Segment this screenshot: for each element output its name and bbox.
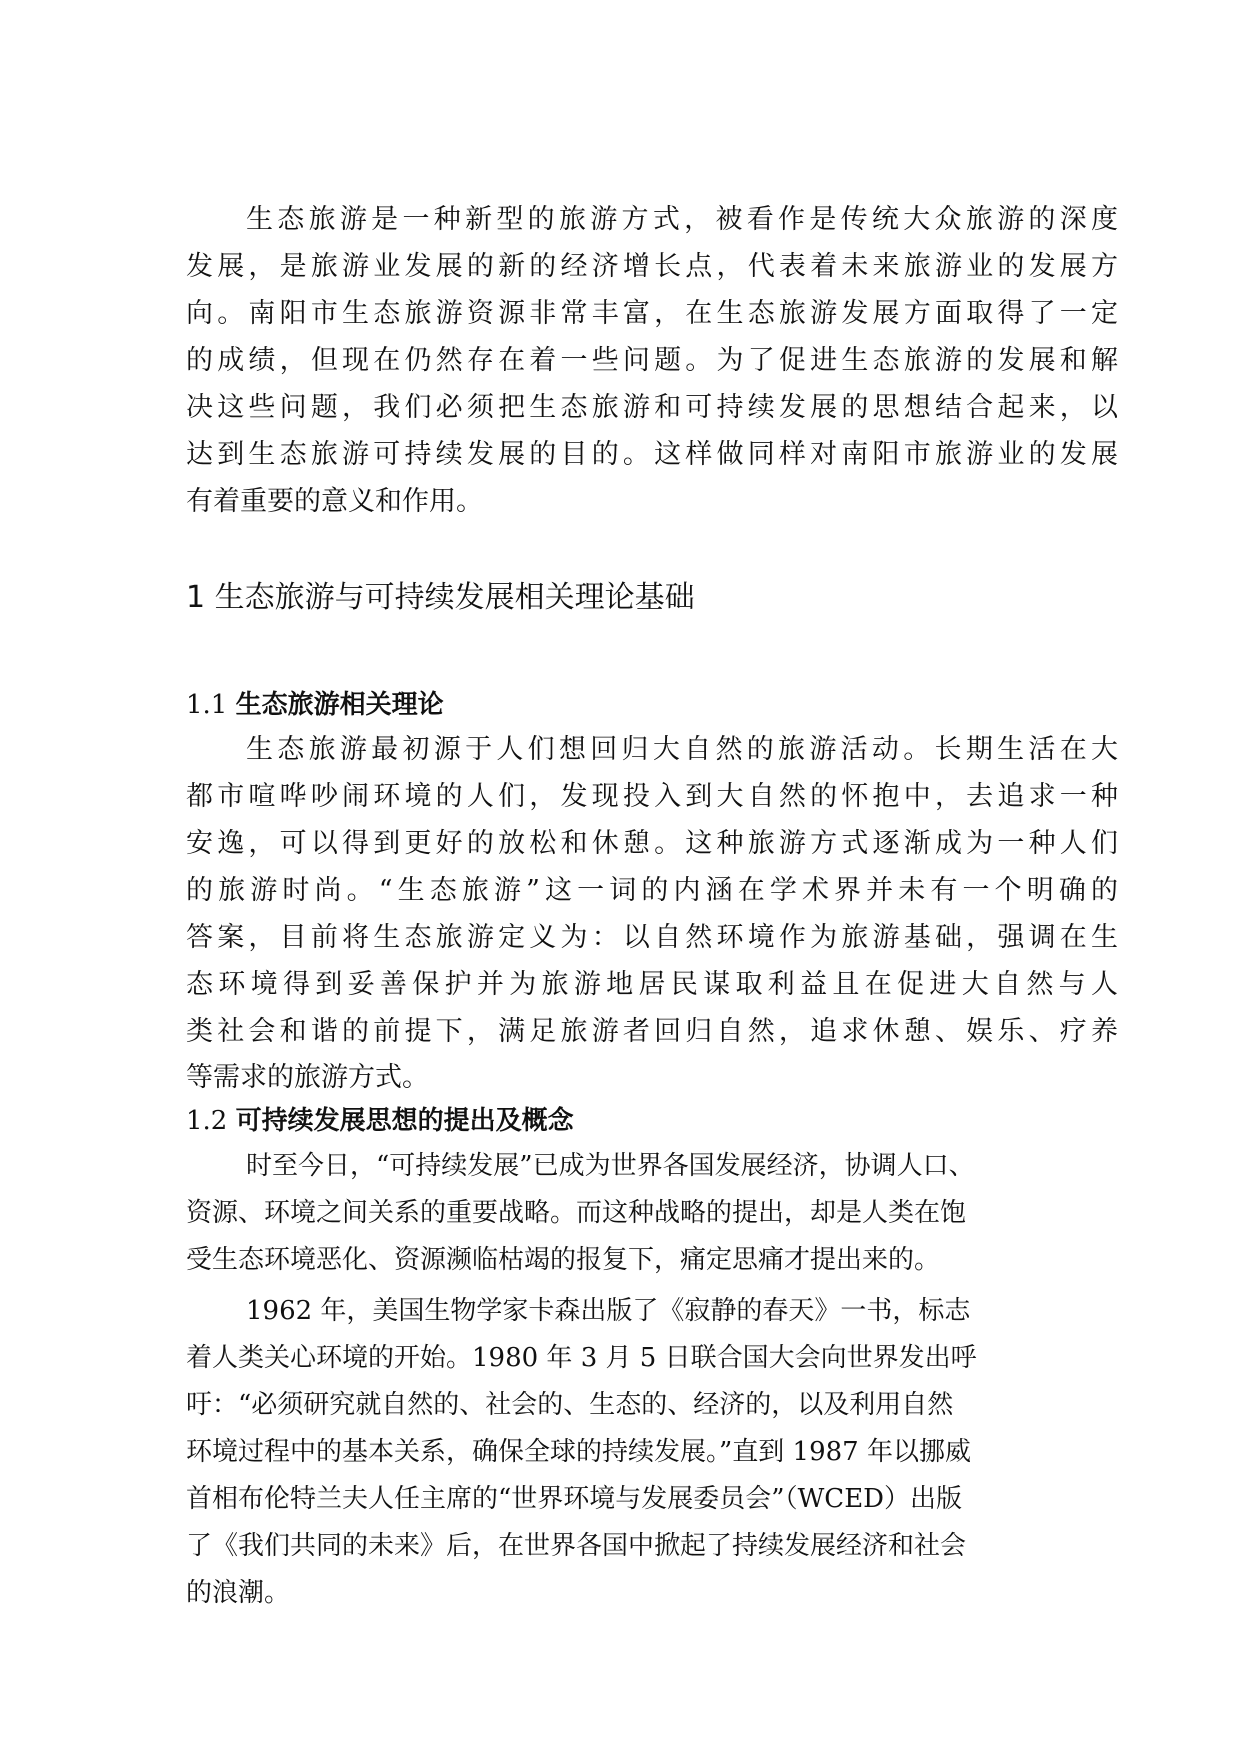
intro-line: 有着重要的意义和作用。: [186, 486, 483, 517]
intro-line: 生态旅游是一种新型的旅游方式，被看作是传统大众旅游的深度: [246, 204, 1118, 235]
intro-line: 决这些问题，我们必须把生态旅游和可持续发展的思想结合起来，以: [186, 392, 1118, 423]
paragraph-line: 时至今日，“可持续发展”已成为世界各国发展经济，协调人口、: [246, 1151, 975, 1181]
intro-line: 达到生态旅游可持续发展的目的。这样做同样对南阳市旅游业的发展: [186, 439, 1118, 470]
chapter-heading: 1 生态旅游与可持续发展相关理论基础: [186, 580, 695, 615]
section-title: 可持续发展思想的提出及概念: [235, 1106, 574, 1136]
intro-line: 发展，是旅游业发展的新的经济增长点，代表着未来旅游业的发展方: [186, 251, 1118, 282]
section-number: 1.2: [186, 1106, 228, 1136]
paragraph-line: 1962 年，美国生物学家卡森出版了《寂静的春天》一书，标志: [246, 1296, 971, 1326]
paragraph-line: 安逸，可以得到更好的放松和休憩。这种旅游方式逐渐成为一种人们: [186, 828, 1118, 859]
paragraph-line: 吁：“必须研究就自然的、社会的、生态的、经济的，以及利用自然: [186, 1390, 954, 1420]
paragraph-line: 环境过程中的基本关系，确保全球的持续发展。”直到 1987 年以挪威: [186, 1437, 971, 1467]
paragraph-line: 的浪潮。: [186, 1578, 291, 1608]
paragraph-line: 生态旅游最初源于人们想回归大自然的旅游活动。长期生活在大: [246, 734, 1118, 765]
paragraph-line: 等需求的旅游方式。: [186, 1062, 429, 1093]
paragraph-line: 资源、环境之间关系的重要战略。而这种战略的提出，却是人类在饱: [186, 1198, 967, 1228]
paragraph-line: 的旅游时尚。“生态旅游”这一词的内涵在学术界并未有一个明确的: [186, 875, 1118, 906]
intro-line: 的成绩，但现在仍然存在着一些问题。为了促进生态旅游的发展和解: [186, 345, 1118, 376]
section-title: 生态旅游相关理论: [235, 690, 444, 720]
section-heading-1-2: [186, 1101, 574, 1141]
paragraph-line: 态环境得到妥善保护并为旅游地居民谋取利益且在促进大自然与人: [186, 969, 1118, 1000]
paragraph-line: 答案，目前将生态旅游定义为：以自然环境作为旅游基础，强调在生: [186, 922, 1118, 953]
paragraph-line: 受生态环境恶化、资源濒临枯竭的报复下，痛定思痛才提出来的。: [186, 1245, 941, 1275]
intro-line: 向。南阳市生态旅游资源非常丰富，在生态旅游发展方面取得了一定: [186, 298, 1118, 329]
section-heading-1-1: [186, 685, 444, 725]
paragraph-line: 了《我们共同的未来》后，在世界各国中掀起了持续发展经济和社会: [186, 1531, 967, 1561]
paragraph-line: 首相布伦特兰夫人任主席的“世界环境与发展委员会”（WCED）出版: [186, 1484, 963, 1514]
paragraph-line: 都市喧哗吵闹环境的人们，发现投入到大自然的怀抱中，去追求一种: [186, 781, 1118, 812]
section-number: 1.1: [186, 690, 228, 720]
paragraph-line: 着人类关心环境的开始。1980 年 3 月 5 日联合国大会向世界发出呼: [186, 1343, 977, 1373]
paragraph-line: 类社会和谐的前提下，满足旅游者回归自然，追求休憩、娱乐、疗养: [186, 1016, 1118, 1047]
